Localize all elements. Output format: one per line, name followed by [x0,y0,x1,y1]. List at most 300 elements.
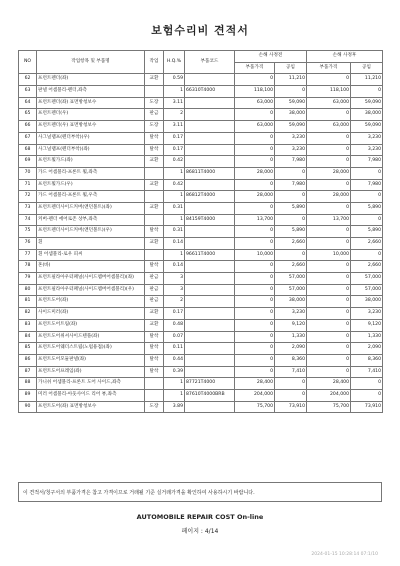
cell-name: 프런트펜더(좌) [37,74,145,86]
cell-name: 프런트휠가드(우) [37,179,145,191]
cell-p2: 10,000 [307,249,351,261]
cell-code: 86812T4000 [185,191,235,203]
cell-p1: 0 [235,284,275,296]
cell-code [185,238,235,250]
cell-l2: 9,120 [351,319,383,331]
cell-l1: 57,000 [275,273,307,285]
cell-p1: 0 [235,366,275,378]
cell-p1: 0 [235,308,275,320]
cell-l2: 2,660 [351,261,383,273]
table-row [19,249,383,261]
cell-l2: 2,660 [351,238,383,250]
cell-name: 커버-펜더 에어로존 상부,좌측 [37,214,145,226]
cell-hq: 3.89 [164,401,185,413]
col-before-part: 부품가격 [235,62,275,74]
cell-l2: 7,980 [351,156,383,168]
table-row [19,121,383,133]
table-row [19,167,383,179]
document-title: 보험수리비 견적서 [151,24,249,37]
cell-p2: 0 [307,202,351,214]
cell-code [185,343,235,355]
cell-name: 프런트펜더(우) 표면방청보수 [37,121,145,133]
cell-p1: 0 [235,354,275,366]
cell-hq: 0.48 [164,319,185,331]
col-no: NO [19,51,37,74]
cell-l2: 5,890 [351,202,383,214]
cell-work: 도장 [145,97,164,109]
cell-p2: 118,100 [307,86,351,98]
cell-no: 70 [19,167,37,179]
cell-l2: 38,000 [351,296,383,308]
cell-work: 교환 [145,202,164,214]
cell-code [185,132,235,144]
cell-l1: 3,230 [275,132,307,144]
cell-work: 탈착 [145,261,164,273]
cell-l2: 38,000 [351,109,383,121]
cell-name: 프런트펜더(우) [37,109,145,121]
cell-name: 사그널램프(펜더부착)(좌) [37,144,145,156]
cell-hq: 0.44 [164,354,185,366]
cell-p2: 0 [307,296,351,308]
cell-work: 교환 [145,156,164,168]
cell-l2: 57,000 [351,273,383,285]
cell-no: 69 [19,156,37,168]
col-code: 부품코드 [185,51,235,74]
estimate-table [18,50,383,413]
cell-name: 프런트도어(좌) 표면방청보수 [37,401,145,413]
col-before-labor: 공임 [275,62,307,74]
cell-l1: 9,120 [275,319,307,331]
cell-hq: 2 [164,109,185,121]
cell-no: 79 [19,273,37,285]
cell-p1: 0 [235,156,275,168]
table-row [19,144,383,156]
cell-p2: 28,000 [307,191,351,203]
cell-work [145,378,164,390]
cell-l2: 8,360 [351,354,383,366]
cell-no: 86 [19,354,37,366]
cell-p2: 0 [307,331,351,343]
cell-work [145,167,164,179]
cell-work: 판금 [145,284,164,296]
cell-code [185,296,235,308]
cell-hq: 0.42 [164,179,185,191]
cell-work: 교환 [145,74,164,86]
cell-l1: 5,890 [275,226,307,238]
cell-code [185,273,235,285]
cell-work: 탈착 [145,331,164,343]
cell-p1: 10,000 [235,249,275,261]
cell-p2: 13,700 [307,214,351,226]
cell-l1: 59,090 [275,121,307,133]
cell-hq: 1 [164,191,185,203]
cell-code [185,97,235,109]
cell-hq: 0.17 [164,132,185,144]
cell-l1: 38,000 [275,109,307,121]
cell-p1: 0 [235,132,275,144]
cell-p1: 0 [235,331,275,343]
cell-name: 가드 어셈블리-프론트 휠,좌측 [37,167,145,179]
cell-l1: 7,980 [275,156,307,168]
table-row [19,366,383,378]
cell-hq: 1 [164,86,185,98]
cell-p2: 0 [307,354,351,366]
cell-code [185,308,235,320]
cell-p2: 0 [307,308,351,320]
table-row [19,191,383,203]
cell-p2: 0 [307,319,351,331]
cell-no: 85 [19,343,37,355]
cell-l1: 0 [275,86,307,98]
table-row [19,343,383,355]
cell-code: 87721T4000 [185,378,235,390]
table-row [19,74,383,86]
cell-no: 76 [19,238,37,250]
cell-work: 교환 [145,319,164,331]
cell-hq: 0.17 [164,144,185,156]
cell-name: 혼(바) [37,261,145,273]
cell-work: 판금 [145,296,164,308]
cell-no: 88 [19,378,37,390]
cell-work [145,249,164,261]
cell-p1: 0 [235,109,275,121]
cell-work: 탈착 [145,144,164,156]
cell-l2: 7,410 [351,366,383,378]
cell-p2: 0 [307,343,351,355]
cell-l1: 38,000 [275,296,307,308]
col-work: 작업 [145,51,164,74]
cell-l2: 11,210 [351,74,383,86]
cell-l1: 73,910 [275,401,307,413]
cell-hq: 0.17 [164,308,185,320]
cell-p2: 0 [307,109,351,121]
cell-l1: 7,980 [275,179,307,191]
cell-name: 프런트필라아우터패널(사이드멤버어셈블리)(좌) [37,273,145,285]
cell-p2: 0 [307,238,351,250]
cell-code [185,366,235,378]
table-row [19,226,383,238]
cell-p2: 204,000 [307,389,351,401]
cell-code [185,401,235,413]
table-row [19,202,383,214]
cell-code [185,74,235,86]
cell-hq: 0.31 [164,226,185,238]
cell-l2: 0 [351,249,383,261]
cell-name: 프런트도어위셔사이드텐플(좌) [37,331,145,343]
cell-name: 흰 어셈블리-로우 피씨 [37,249,145,261]
cell-p2: 28,400 [307,378,351,390]
cell-no: 63 [19,86,37,98]
cell-p1: 63,000 [235,121,275,133]
cell-p2: 0 [307,179,351,191]
cell-no: 82 [19,308,37,320]
cell-name: 프런트펜더사이드커버(앤던볼트)(우) [37,226,145,238]
cell-l1: 0 [275,249,307,261]
cell-work: 도장 [145,121,164,133]
col-after: 손해 사정후 [307,51,383,63]
cell-no: 78 [19,261,37,273]
cell-l1: 2,090 [275,343,307,355]
cell-p1: 28,400 [235,378,275,390]
cell-l1: 2,660 [275,238,307,250]
table-row [19,179,383,191]
table-row [19,214,383,226]
cell-l2: 57,000 [351,284,383,296]
cell-p2: 0 [307,261,351,273]
table-row [19,156,383,168]
cell-l1: 59,090 [275,97,307,109]
cell-no: 87 [19,366,37,378]
cell-no: 80 [19,284,37,296]
table-row [19,331,383,343]
cell-name: 프런트도어모듈판넬(좌) [37,354,145,366]
col-after-part: 부품가격 [307,62,351,74]
cell-work: 탈착 [145,132,164,144]
table-row [19,97,383,109]
cell-hq: 0.07 [164,331,185,343]
table-row [19,238,383,250]
cell-no: 77 [19,249,37,261]
cell-hq: 2 [164,296,185,308]
table-row [19,109,383,121]
cell-p1: 0 [235,273,275,285]
cell-name: 프런트도어웨더스트립(노럽용접)(좌) [37,343,145,355]
table-row [19,319,383,331]
cell-no: 72 [19,191,37,203]
cell-name: 가드 어셈블리-프론트 휠,우측 [37,191,145,203]
cell-code: 86811T4000 [185,167,235,179]
cell-code [185,354,235,366]
cell-l2: 59,090 [351,97,383,109]
cell-code: 66310T4000 [185,86,235,98]
cell-l2: 5,890 [351,226,383,238]
cell-name: 흰 [37,238,145,250]
cell-work [145,86,164,98]
cell-no: 83 [19,319,37,331]
cell-p1: 204,000 [235,389,275,401]
cell-code [185,284,235,296]
cell-l1: 3,230 [275,144,307,156]
col-before: 손해 사정전 [235,51,307,63]
table-row [19,261,383,273]
cell-l1: 0 [275,191,307,203]
cell-l2: 3,230 [351,144,383,156]
cell-name: 프런트도어트림(좌) [37,319,145,331]
cell-p1: 0 [235,74,275,86]
cell-work: 교환 [145,179,164,191]
cell-name: 프런트도어프레임(좌) [37,366,145,378]
cell-code [185,109,235,121]
cell-code [185,121,235,133]
cell-p2: 63,000 [307,97,351,109]
cell-name: 판넬 어셈블리-펜더,좌측 [37,86,145,98]
cell-no: 75 [19,226,37,238]
table-row [19,401,383,413]
cell-l1: 0 [275,378,307,390]
cell-code [185,179,235,191]
cell-hq: 0.14 [164,238,185,250]
cell-p1: 118,100 [235,86,275,98]
cell-code [185,261,235,273]
cell-l1: 57,000 [275,284,307,296]
cell-name: 미러 어셈블리-아웃사이드 리어 뷰,좌측 [37,389,145,401]
cell-hq: 3 [164,273,185,285]
cell-l2: 2,090 [351,343,383,355]
table-row [19,378,383,390]
cell-name: 프런트도어(좌) [37,296,145,308]
cell-l2: 59,090 [351,121,383,133]
cell-work: 교환 [145,308,164,320]
cell-l2: 0 [351,389,383,401]
cell-p1: 28,000 [235,167,275,179]
cell-p1: 0 [235,202,275,214]
col-after-labor: 공임 [351,62,383,74]
cell-p1: 0 [235,261,275,273]
page-number: 페이지 : 4/14 [181,528,219,535]
table-row [19,308,383,320]
cell-no: 90 [19,401,37,413]
cell-l1: 5,890 [275,202,307,214]
cell-code: 96611T4000 [185,249,235,261]
cell-l2: 7,980 [351,179,383,191]
cell-l1: 0 [275,389,307,401]
cell-work: 탈착 [145,343,164,355]
cell-no: 89 [19,389,37,401]
cell-work: 교환 [145,238,164,250]
disclaimer-note: 이 견적서/청구서의 부품가격은 참고 가격이므로 거래될 기준 실거래가격을 확인하여 사용하시기 바랍니다. [18,482,382,502]
cell-l2: 0 [351,167,383,179]
cell-l1: 0 [275,214,307,226]
cell-hq: 0.39 [164,366,185,378]
cell-code [185,319,235,331]
table-row [19,354,383,366]
cell-work: 판금 [145,109,164,121]
cell-hq: 1 [164,249,185,261]
cell-work: 판금 [145,273,164,285]
col-hq: H.Q.% [164,51,185,74]
cell-p2: 0 [307,156,351,168]
cell-p1: 0 [235,343,275,355]
cell-l2: 3,230 [351,308,383,320]
cell-hq: 0.59 [164,74,185,86]
cell-hq: 1 [164,378,185,390]
cell-hq: 1 [164,214,185,226]
cell-no: 62 [19,74,37,86]
table-row [19,86,383,98]
cell-l1: 8,360 [275,354,307,366]
cell-no: 65 [19,109,37,121]
cell-p1: 0 [235,144,275,156]
cell-l1: 0 [275,167,307,179]
estimate-rows [19,74,383,413]
cell-l1: 1,330 [275,331,307,343]
cell-p1: 75,700 [235,401,275,413]
cell-hq: 0.31 [164,202,185,214]
cell-code: 84159T4000 [185,214,235,226]
cell-name: 프런트필라아우터패널(사이드멤버어셈블리)(우) [37,284,145,296]
cell-p2: 0 [307,226,351,238]
cell-l2: 0 [351,86,383,98]
cell-code [185,144,235,156]
cell-p2: 0 [307,273,351,285]
cell-work [145,191,164,203]
cell-no: 68 [19,144,37,156]
cell-p1: 0 [235,319,275,331]
cell-hq: 0.14 [164,261,185,273]
table-row [19,296,383,308]
cell-p1: 63,000 [235,97,275,109]
cell-p2: 0 [307,366,351,378]
cell-p2: 28,000 [307,167,351,179]
cell-no: 66 [19,121,37,133]
cell-work: 탈착 [145,366,164,378]
cell-p1: 0 [235,296,275,308]
cell-l2: 3,230 [351,132,383,144]
cell-l2: 0 [351,191,383,203]
cell-no: 64 [19,97,37,109]
cell-p2: 0 [307,132,351,144]
cell-l2: 0 [351,214,383,226]
table-row [19,389,383,401]
cell-no: 73 [19,202,37,214]
cell-hq: 3.11 [164,121,185,133]
print-timestamp: 2024-01-15 10:28:14 07:1/10 [311,552,378,557]
cell-p2: 0 [307,144,351,156]
cell-name: 사그널램프(펜더부착)(우) [37,132,145,144]
cell-code [185,331,235,343]
cell-name: 프런트펜더(좌) 표면방청보수 [37,97,145,109]
cell-l1: 7,410 [275,366,307,378]
cell-hq: 3.11 [164,97,185,109]
cell-work: 탈착 [145,354,164,366]
cell-l1: 11,210 [275,74,307,86]
cell-work [145,389,164,401]
cell-work [145,214,164,226]
table-row [19,273,383,285]
cell-code [185,202,235,214]
footer-brand: AUTOMOBILE REPAIR COST On-line [136,513,264,521]
cell-p2: 63,000 [307,121,351,133]
cell-hq: 3 [164,284,185,296]
table-row [19,132,383,144]
cell-code: 87610T4000BRB [185,389,235,401]
cell-no: 74 [19,214,37,226]
cell-hq: 1 [164,389,185,401]
cell-code [185,226,235,238]
cell-l1: 2,660 [275,261,307,273]
cell-hq: 0.42 [164,156,185,168]
cell-work: 도장 [145,401,164,413]
cell-l2: 73,910 [351,401,383,413]
cell-p1: 28,000 [235,191,275,203]
cell-name: 프런트펜더사이드커버(앤던볼트)(좌) [37,202,145,214]
cell-hq: 0.11 [164,343,185,355]
cell-name: 가니쉬 어셈블리-프론트 도어 사이드,좌측 [37,378,145,390]
cell-p1: 0 [235,238,275,250]
cell-p2: 75,700 [307,401,351,413]
cell-code [185,156,235,168]
cell-p2: 0 [307,284,351,296]
cell-l1: 3,230 [275,308,307,320]
table-row [19,284,383,296]
cell-p1: 0 [235,179,275,191]
cell-no: 84 [19,331,37,343]
cell-p1: 13,700 [235,214,275,226]
cell-p2: 0 [307,74,351,86]
cell-no: 81 [19,296,37,308]
cell-name: 프런트휠가드(좌) [37,156,145,168]
cell-l2: 1,330 [351,331,383,343]
